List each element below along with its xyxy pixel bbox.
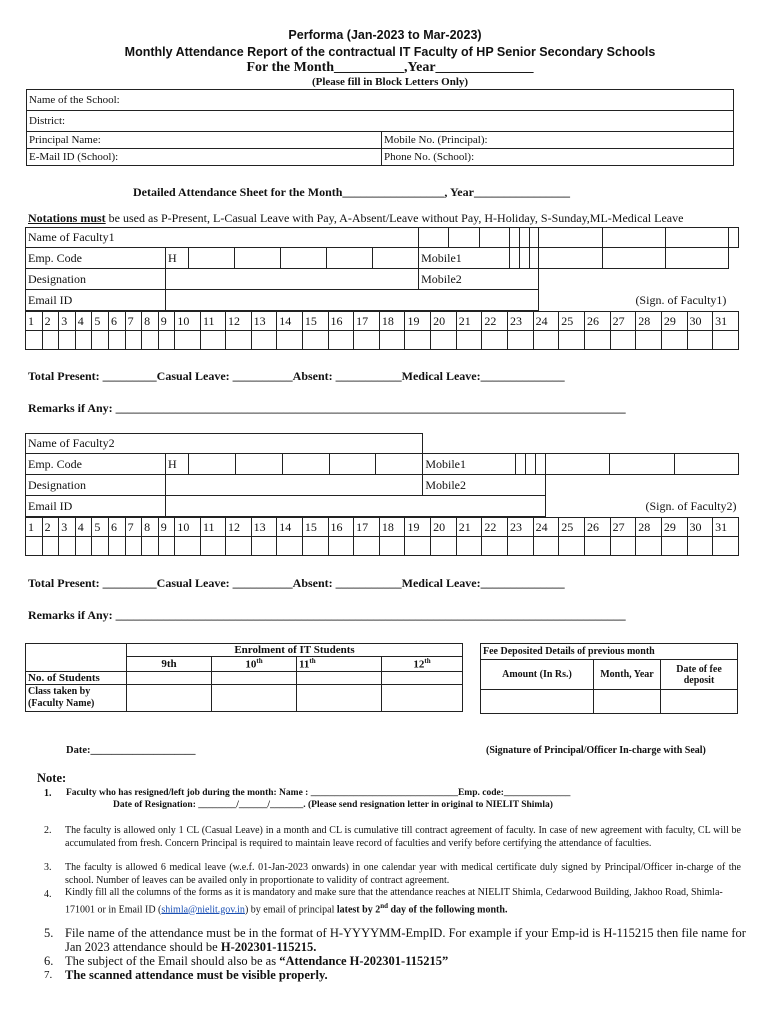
faculty2-day-4: 4 — [75, 518, 92, 537]
faculty1-mark-19[interactable] — [405, 331, 431, 350]
faculty2-mark-28[interactable] — [636, 537, 662, 556]
faculty1-day-20: 20 — [431, 312, 457, 331]
notations-lead: Notations must — [28, 211, 106, 225]
faculty1-day-29: 29 — [661, 312, 687, 331]
faculty2-mark-21[interactable] — [456, 537, 482, 556]
faculty2-mark-10[interactable] — [175, 537, 201, 556]
faculty2-day-14: 14 — [277, 518, 303, 537]
faculty2-mark-31[interactable] — [713, 537, 739, 556]
faculty2-mark-13[interactable] — [251, 537, 277, 556]
faculty2-mark-16[interactable] — [328, 537, 354, 556]
faculty1-mark-15[interactable] — [302, 331, 328, 350]
faculty-10th[interactable] — [212, 684, 297, 711]
faculty1-mark-4[interactable] — [75, 331, 92, 350]
faculty1-day-2: 2 — [42, 312, 59, 331]
principal-signature-line: (Signature of Principal/Officer In-charge with Seal) — [486, 745, 706, 756]
school-phone-field[interactable]: Phone No. (School): — [382, 149, 734, 166]
faculty2-mark-9[interactable] — [158, 537, 175, 556]
principal-mobile-field[interactable]: Mobile No. (Principal): — [382, 132, 734, 149]
class-9th: 9th — [127, 657, 212, 672]
note1-number: 1. — [44, 788, 52, 799]
class-10th: 10th — [212, 657, 297, 672]
faculty1-day-7: 7 — [125, 312, 142, 331]
faculty1-email-field[interactable] — [166, 290, 539, 311]
faculty2-email-label: Email ID — [26, 496, 166, 517]
faculty2-day-28: 28 — [636, 518, 662, 537]
faculty2-mark-8[interactable] — [142, 537, 159, 556]
faculty2-table — [25, 433, 739, 517]
district-field[interactable]: District: — [27, 111, 734, 132]
faculty1-day-5: 5 — [92, 312, 109, 331]
note1-date-line: Date of Resignation: ________/______/_______. (Please send resignation letter in original to NIELIT Shimla) — [113, 800, 553, 810]
faculty1-day-6: 6 — [108, 312, 125, 331]
faculty2-day-17: 17 — [354, 518, 380, 537]
note7-number: 7. — [44, 969, 53, 981]
faculty2-remarks[interactable]: Remarks if Any: _____________________________________________________________________________________ — [28, 608, 626, 622]
faculty1-day-3: 3 — [59, 312, 76, 331]
note4-number: 4. — [44, 889, 52, 900]
faculty2-email-field[interactable] — [166, 496, 546, 517]
faculty2-mark-30[interactable] — [687, 537, 713, 556]
class-taken-by-label: Class taken by (Faculty Name) — [26, 684, 127, 711]
faculty1-mark-13[interactable] — [251, 331, 277, 350]
faculty1-mark-20[interactable] — [431, 331, 457, 350]
faculty2-mark-18[interactable] — [379, 537, 405, 556]
faculty1-day-8: 8 — [142, 312, 159, 331]
faculty1-mark-16[interactable] — [328, 331, 354, 350]
faculty2-day-26: 26 — [584, 518, 610, 537]
faculty1-mobile1-label: Mobile1 — [419, 248, 510, 269]
faculty2-day-16: 16 — [328, 518, 354, 537]
faculty2-mobile2-field[interactable]: Mobile2 — [423, 475, 546, 496]
faculty2-signature: (Sign. of Faculty2) — [645, 498, 737, 513]
faculty1-mark-25[interactable] — [559, 331, 585, 350]
notations-line — [28, 211, 683, 226]
faculty2-mark-19[interactable] — [405, 537, 431, 556]
faculty2-day-3: 3 — [59, 518, 76, 537]
note3-text: The faculty is allowed 6 medical leave (w.e.f. 01-Jan-2023 onwards) in one calendar year with medical certificate duly signed by Principal/Officer in-charge of the school. Number of leaves can be availed only in proportionate to validity of contract agreement. — [65, 862, 741, 886]
faculty2-mark-26[interactable] — [584, 537, 610, 556]
faculty2-day-12: 12 — [225, 518, 251, 537]
faculty2-mark-25[interactable] — [559, 537, 585, 556]
faculty1-day-22: 22 — [482, 312, 508, 331]
faculty1-mark-12[interactable] — [225, 331, 251, 350]
no-of-students-label: No. of Students — [26, 671, 127, 684]
faculty2-day-23: 23 — [508, 518, 534, 537]
faculty2-day-15: 15 — [302, 518, 328, 537]
faculty2-block — [25, 433, 739, 556]
faculty1-signature: (Sign. of Faculty1) — [635, 292, 727, 307]
note3-number: 3. — [44, 862, 52, 873]
faculty2-mark-5[interactable] — [92, 537, 109, 556]
faculty1-mark-17[interactable] — [354, 331, 380, 350]
faculty1-mobile2-field[interactable]: Mobile2 — [419, 269, 539, 290]
faculty1-mark-24[interactable] — [533, 331, 559, 350]
notes-title: Note: — [37, 771, 67, 785]
report-title: Monthly Attendance Report of the contractual IT Faculty of HP Senior Secondary Schools — [124, 45, 656, 59]
faculty1-day-1: 1 — [26, 312, 43, 331]
faculty2-mark-14[interactable] — [277, 537, 303, 556]
faculty1-day-12: 12 — [225, 312, 251, 331]
faculty2-mark-3[interactable] — [59, 537, 76, 556]
faculty1-mark-7[interactable] — [125, 331, 142, 350]
note7-text: The scanned attendance must be visible properly. — [65, 968, 328, 982]
faculty1-mark-31[interactable] — [713, 331, 739, 350]
note4-text: Kindly fill all the columns of the forms as it is mandatory and make sure that the attendance reaches at NIELIT Shimla, Cedarwood Building, Jakhoo Road, Shimla-171001 or in Email ID (shimla@nielit.gov.in) by email of principal latest by 2nd day of the following month. — [65, 887, 723, 915]
faculty2-mark-29[interactable] — [661, 537, 687, 556]
faculty2-day-22: 22 — [482, 518, 508, 537]
faculty1-day-23: 23 — [508, 312, 534, 331]
faculty1-days-table — [25, 311, 739, 350]
faculty1-mark-29[interactable] — [661, 331, 687, 350]
attendance-sheet-title: Detailed Attendance Sheet for the Month_________________, Year________________ — [133, 185, 570, 199]
nielit-email-link[interactable]: shimla@nielit.gov.in — [161, 903, 245, 915]
faculty2-mark-11[interactable] — [200, 537, 225, 556]
faculty-9th[interactable] — [127, 684, 212, 711]
faculty1-day-17: 17 — [354, 312, 380, 331]
faculty1-table — [25, 227, 739, 311]
students-12th[interactable] — [382, 671, 463, 684]
faculty2-day-25: 25 — [559, 518, 585, 537]
enrolment-title: Enrolment of IT Students — [127, 644, 463, 657]
faculty2-mark-23[interactable] — [508, 537, 534, 556]
block-letters-note: (Please fill in Block Letters Only) — [311, 76, 469, 88]
faculty1-mark-26[interactable] — [584, 331, 610, 350]
faculty1-remarks[interactable]: Remarks if Any: _____________________________________________________________________________________ — [28, 401, 626, 415]
faculty1-block — [25, 227, 739, 350]
faculty2-day-20: 20 — [431, 518, 457, 537]
faculty1-day-16: 16 — [328, 312, 354, 331]
class-11th: 11th — [297, 657, 382, 672]
faculty1-mark-28[interactable] — [636, 331, 662, 350]
faculty2-day-30: 30 — [687, 518, 713, 537]
fee-amount-field[interactable] — [481, 690, 594, 714]
faculty1-mark-8[interactable] — [142, 331, 159, 350]
faculty2-name-field[interactable]: Name of Faculty2 — [26, 434, 423, 454]
faculty2-day-13: 13 — [251, 518, 277, 537]
faculty2-day-31: 31 — [713, 518, 739, 537]
notations-text: be used as P-Present, L-Casual Leave with Pay, A-Absent/Leave without Pay, H-Holiday, S-Sunday,ML-Medical Leave — [105, 211, 684, 225]
faculty1-day-31: 31 — [713, 312, 739, 331]
faculty2-day-11: 11 — [200, 518, 225, 537]
faculty1-day-30: 30 — [687, 312, 713, 331]
faculty2-mark-22[interactable] — [482, 537, 508, 556]
note6-text: The subject of the Email should also be as “Attendance H-202301-115215” — [65, 954, 449, 968]
note2-number: 2. — [44, 825, 52, 836]
fee-month-field[interactable] — [594, 690, 661, 714]
faculty1-mark-9[interactable] — [158, 331, 175, 350]
faculty1-mark-23[interactable] — [508, 331, 534, 350]
faculty1-day-26: 26 — [584, 312, 610, 331]
faculty1-mark-3[interactable] — [59, 331, 76, 350]
faculty1-day-10: 10 — [175, 312, 201, 331]
note5-number: 5. — [44, 926, 54, 940]
faculty1-day-15: 15 — [302, 312, 328, 331]
fee-date-field[interactable] — [661, 690, 738, 714]
faculty1-mark-18[interactable] — [379, 331, 405, 350]
faculty1-day-19: 19 — [405, 312, 431, 331]
faculty2-designation-field[interactable] — [166, 475, 423, 496]
faculty1-designation-field[interactable] — [166, 269, 419, 290]
faculty2-mark-24[interactable] — [533, 537, 559, 556]
faculty2-day-27: 27 — [610, 518, 636, 537]
faculty1-day-13: 13 — [251, 312, 277, 331]
faculty1-mark-10[interactable] — [175, 331, 201, 350]
faculty1-mark-21[interactable] — [456, 331, 482, 350]
faculty2-day-5: 5 — [92, 518, 109, 537]
fee-month-header: Month, Year — [594, 660, 661, 690]
faculty2-mark-12[interactable] — [225, 537, 251, 556]
enrolment-table — [25, 643, 463, 712]
faculty1-mark-30[interactable] — [687, 331, 713, 350]
faculty2-designation-label: Designation — [26, 475, 166, 496]
faculty2-day-8: 8 — [142, 518, 159, 537]
faculty2-day-10: 10 — [175, 518, 201, 537]
faculty2-day-24: 24 — [533, 518, 559, 537]
faculty2-mark-7[interactable] — [125, 537, 142, 556]
faculty2-day-21: 21 — [456, 518, 482, 537]
faculty1-mark-14[interactable] — [277, 331, 303, 350]
faculty1-day-25: 25 — [559, 312, 585, 331]
faculty1-totals: Total Present: _________Casual Leave: __________Absent: ___________Medical Leave:______________ — [28, 369, 565, 383]
faculty2-mark-4[interactable] — [75, 537, 92, 556]
fee-title: Fee Deposited Details of previous month — [481, 644, 738, 660]
faculty1-day-27: 27 — [610, 312, 636, 331]
school-info-table — [26, 89, 734, 166]
faculty2-day-9: 9 — [158, 518, 175, 537]
fee-date-header: Date of fee deposit — [661, 660, 738, 690]
faculty1-emp-h: H — [166, 248, 189, 269]
faculty1-day-11: 11 — [200, 312, 225, 331]
students-11th[interactable] — [297, 671, 382, 684]
faculty2-day-29: 29 — [661, 518, 687, 537]
faculty2-mark-1[interactable] — [26, 537, 43, 556]
faculty2-emp-code-label: Emp. Code — [26, 454, 166, 475]
faculty1-mark-11[interactable] — [200, 331, 225, 350]
faculty2-mark-17[interactable] — [354, 537, 380, 556]
school-name-field[interactable]: Name of the School: — [27, 90, 734, 111]
date-line[interactable]: Date:____________________ — [66, 745, 196, 756]
faculty2-days-table — [25, 517, 739, 556]
note5-text: File name of the attendance must be in the format of H-YYYYMM-EmpID. For example if your Emp-id is H-115215 then file name for Jan 2023 attendance should be H-202301-115215. — [65, 926, 746, 954]
faculty2-day-1: 1 — [26, 518, 43, 537]
faculty2-day-18: 18 — [379, 518, 405, 537]
faculty2-mark-20[interactable] — [431, 537, 457, 556]
faculty2-totals: Total Present: _________Casual Leave: __________Absent: ___________Medical Leave:______________ — [28, 576, 565, 590]
faculty1-day-4: 4 — [75, 312, 92, 331]
students-10th[interactable] — [212, 671, 297, 684]
faculty1-day-21: 21 — [456, 312, 482, 331]
note1-resignation-line: Faculty who has resigned/left job during the month: Name : _______________________________Emp. code:______________ — [66, 788, 571, 798]
month-year-line: For the Month__________,Year______________ — [246, 60, 534, 75]
faculty1-mark-5[interactable] — [92, 331, 109, 350]
faculty1-emp-code-label: Emp. Code — [26, 248, 166, 269]
faculty1-designation-label: Designation — [26, 269, 166, 290]
faculty2-emp-h: H — [166, 454, 189, 475]
principal-name-field[interactable]: Principal Name: — [27, 132, 382, 149]
faculty1-name-field[interactable]: Name of Faculty1 — [26, 228, 419, 248]
students-9th[interactable] — [127, 671, 212, 684]
form-title: Performa (Jan-2023 to Mar-2023) — [288, 28, 482, 42]
class-12th: 12th — [382, 657, 463, 672]
faculty1-day-28: 28 — [636, 312, 662, 331]
faculty2-day-6: 6 — [108, 518, 125, 537]
faculty1-mark-1[interactable] — [26, 331, 43, 350]
faculty2-mark-6[interactable] — [108, 537, 125, 556]
faculty2-mark-2[interactable] — [42, 537, 59, 556]
faculty1-email-label: Email ID — [26, 290, 166, 311]
note2-text: The faculty is allowed only 1 CL (Casual Leave) in a month and CL is cumulative till contract agreement of faculty. In case of new agreement with faculty, CL will be accumulated from fresh. Concern Principal is required to maintain leave record of faculties and verify before certifying the attendance of faculties. — [65, 825, 741, 849]
faculty1-day-18: 18 — [379, 312, 405, 331]
faculty1-day-9: 9 — [158, 312, 175, 331]
faculty2-day-19: 19 — [405, 518, 431, 537]
school-email-field[interactable]: E-Mail ID (School): — [27, 149, 382, 166]
faculty-11th[interactable] — [297, 684, 382, 711]
faculty1-mark-2[interactable] — [42, 331, 59, 350]
faculty1-mark-6[interactable] — [108, 331, 125, 350]
faculty2-mark-27[interactable] — [610, 537, 636, 556]
faculty2-mobile1-label: Mobile1 — [423, 454, 515, 475]
note6-number: 6. — [44, 954, 54, 968]
fee-table — [480, 643, 738, 714]
faculty2-mark-15[interactable] — [302, 537, 328, 556]
faculty1-day-14: 14 — [277, 312, 303, 331]
faculty2-day-2: 2 — [42, 518, 59, 537]
faculty1-mark-22[interactable] — [482, 331, 508, 350]
fee-amount-header: Amount (In Rs.) — [481, 660, 594, 690]
faculty2-day-7: 7 — [125, 518, 142, 537]
faculty-12th[interactable] — [382, 684, 463, 711]
faculty1-day-24: 24 — [533, 312, 559, 331]
faculty1-mark-27[interactable] — [610, 331, 636, 350]
